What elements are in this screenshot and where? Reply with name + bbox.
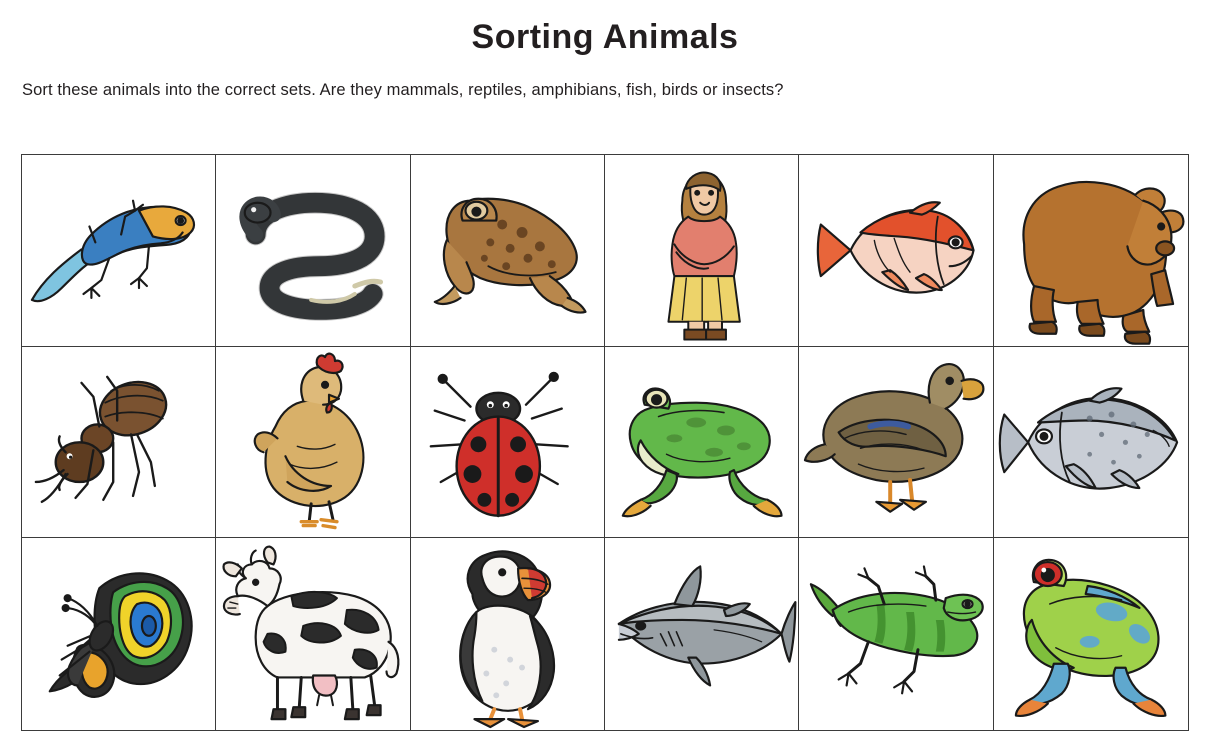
grid-cell-fish-red[interactable] — [799, 155, 993, 347]
girl-icon — [605, 155, 798, 346]
grid-cell-toad[interactable] — [411, 155, 605, 347]
page-title: Sorting Animals — [471, 18, 739, 56]
fish-grey-icon — [994, 347, 1188, 538]
grid-cell-duck[interactable] — [799, 347, 993, 539]
grid-cell-bear[interactable] — [994, 155, 1188, 347]
grid-cell-snake[interactable] — [216, 155, 410, 347]
butterfly-icon — [22, 538, 215, 730]
grid-cell-cow[interactable] — [216, 538, 410, 730]
puffin-icon — [411, 538, 604, 730]
animal-grid — [21, 154, 1189, 731]
grid-cell-poison-dart-frog[interactable] — [994, 538, 1188, 730]
green-iguana-icon — [799, 538, 992, 730]
chicken-icon — [216, 347, 409, 538]
shark-icon — [605, 538, 798, 730]
grid-cell-fish-grey[interactable] — [994, 347, 1188, 539]
grid-cell-shark[interactable] — [605, 538, 799, 730]
grid-cell-chicken[interactable] — [216, 347, 410, 539]
snake-icon — [216, 155, 409, 346]
ant-icon — [22, 347, 215, 538]
toad-icon — [411, 155, 604, 346]
poison-dart-frog-icon — [994, 538, 1188, 730]
grid-cell-green-tree-frog[interactable] — [605, 347, 799, 539]
grid-cell-puffin[interactable] — [411, 538, 605, 730]
worksheet-page — [0, 10, 1210, 740]
duck-icon — [799, 347, 992, 538]
grid-cell-girl[interactable] — [605, 155, 799, 347]
instructions-text: Sort these animals into the correct sets. Are they mammals, reptiles, amphibians, fish, birds or insects? — [22, 81, 784, 99]
fish-red-icon — [799, 155, 992, 346]
bear-icon — [994, 155, 1188, 346]
grid-cell-lizard[interactable] — [22, 155, 216, 347]
grid-cell-ladybird[interactable] — [411, 347, 605, 539]
grid-cell-ant[interactable] — [22, 347, 216, 539]
grid-cell-butterfly[interactable] — [22, 538, 216, 730]
lizard-icon — [22, 155, 215, 346]
ladybird-icon — [411, 347, 604, 538]
green-tree-frog-icon — [605, 347, 798, 538]
cow-icon — [216, 538, 409, 730]
grid-cell-green-iguana[interactable] — [799, 538, 993, 730]
